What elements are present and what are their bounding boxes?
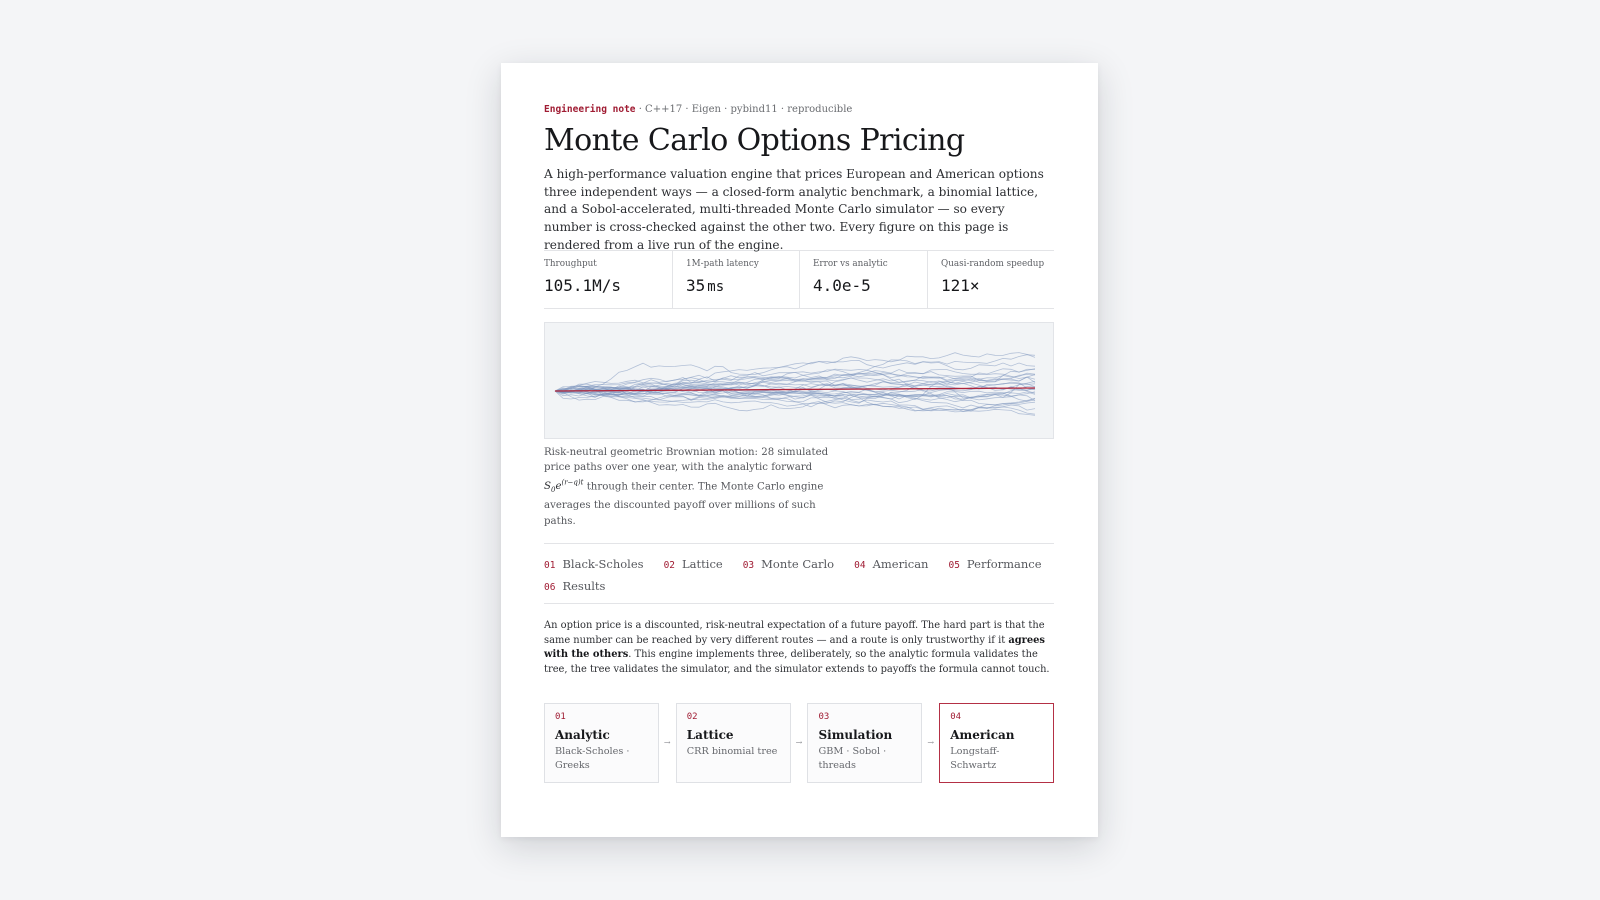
step-desc: CRR binomial tree bbox=[686, 745, 778, 757]
stat-value bbox=[686, 276, 799, 295]
article-content bbox=[544, 103, 1054, 783]
nav-num: 01 bbox=[544, 559, 556, 571]
nav-item-lattice[interactable] bbox=[664, 557, 723, 571]
nav-label: Monte Carlo bbox=[761, 556, 835, 571]
stat-label: Quasi-random speedup bbox=[941, 259, 1045, 269]
stat-value bbox=[813, 276, 927, 295]
stat-error bbox=[799, 251, 927, 308]
arrow-right-icon: → bbox=[927, 738, 935, 748]
stat-value bbox=[941, 276, 1054, 295]
nav-label: Results bbox=[562, 578, 606, 593]
gbm-paths-chart bbox=[544, 322, 1054, 439]
section-nav bbox=[544, 543, 1054, 604]
kicker bbox=[544, 103, 1054, 117]
arrow-right-icon: → bbox=[663, 738, 671, 748]
step-title: Simulation bbox=[818, 727, 893, 742]
pipeline-step-lattice bbox=[676, 703, 791, 783]
stat-throughput bbox=[544, 251, 672, 308]
pipeline-step-analytic bbox=[544, 703, 659, 783]
step-number: 02 bbox=[686, 711, 698, 722]
arrow-right-icon: → bbox=[795, 738, 803, 748]
step-desc: Longstaff-Schwartz bbox=[950, 745, 1000, 772]
stat-number: 35 bbox=[686, 276, 706, 295]
forward-formula: $S_0e^{(r-q)t}$ bbox=[544, 478, 584, 495]
method-pipeline bbox=[544, 703, 1054, 783]
step-number: 04 bbox=[950, 711, 962, 722]
stat-unit: ms bbox=[707, 279, 725, 295]
page-title: Monte Carlo Options Pricing bbox=[544, 123, 965, 158]
intro-text-end: . This engine implements three, deliberately, so the analytic formula validates the tree, the tree validates the simulator, and the simulator extends to payoffs the formula cannot touch. bbox=[544, 649, 1050, 675]
stat-speedup bbox=[927, 251, 1054, 308]
pipeline-step-american bbox=[939, 703, 1054, 783]
intro-emphasis: agrees with the others bbox=[544, 634, 1045, 661]
nav-label: American bbox=[872, 556, 929, 571]
nav-item-results[interactable] bbox=[544, 579, 605, 593]
stat-value bbox=[544, 276, 672, 295]
pipeline-step-simulation bbox=[807, 703, 922, 783]
stat-label: Throughput bbox=[544, 259, 597, 269]
stat-number: 4.0e-5 bbox=[813, 276, 871, 295]
caption-text: Risk-neutral geometric Brownian motion: 28 simulated price paths over one year, with the analytic forward bbox=[544, 447, 829, 474]
nav-label: Black-Scholes bbox=[562, 556, 644, 571]
article-page bbox=[501, 63, 1098, 837]
nav-num: 02 bbox=[663, 559, 676, 571]
nav-num: 05 bbox=[948, 559, 960, 571]
nav-item-black-scholes[interactable] bbox=[544, 557, 644, 571]
step-number: 01 bbox=[555, 711, 566, 722]
step-desc: GBM · Sobol · threads bbox=[818, 745, 887, 772]
stat-number: 121× bbox=[941, 276, 980, 295]
stat-label: Error vs analytic bbox=[813, 259, 888, 269]
step-title: Lattice bbox=[686, 727, 734, 742]
step-title: Analytic bbox=[555, 727, 610, 742]
nav-num: 03 bbox=[742, 559, 755, 571]
intro-text: An option price is a discounted, risk-neutral expectation of a future payoff. The hard part is that the same number can be reached by very different routes — and a route is only trustworthy if it bbox=[544, 619, 1045, 646]
intro-paragraph bbox=[544, 619, 1054, 677]
step-number: 03 bbox=[818, 711, 830, 722]
gbm-paths-svg bbox=[545, 323, 1053, 438]
step-title: American bbox=[950, 727, 1015, 742]
nav-num: 04 bbox=[854, 559, 866, 571]
lede-paragraph: A high-performance valuation engine that prices European and American options three independent ways — a closed-form analytic benchmark, a binomial lattice, and a Sobol-accelerated, multi-threaded Monte Carlo simulator — so every number is cross-checked against the other two. Every figure on this page is rendered from a live run of the engine. bbox=[544, 167, 1044, 252]
nav-item-american[interactable] bbox=[854, 557, 928, 571]
nav-num: 06 bbox=[544, 581, 556, 593]
section-nav-row bbox=[544, 553, 1054, 575]
nav-item-monte-carlo[interactable] bbox=[743, 557, 834, 571]
nav-label: Lattice bbox=[682, 556, 723, 571]
stat-latency bbox=[672, 251, 799, 308]
stat-number: 105.1M/s bbox=[544, 276, 622, 295]
section-nav-row bbox=[544, 575, 1054, 597]
kicker-tag: Engineering note bbox=[544, 104, 636, 115]
stat-label: 1M-path latency bbox=[686, 259, 759, 269]
kicker-meta: · C++17 · Eigen · pybind11 · reproducible bbox=[635, 104, 853, 115]
nav-item-performance[interactable] bbox=[948, 557, 1041, 571]
nav-label: Performance bbox=[966, 556, 1042, 571]
caption-text-end: through their center. The Monte Carlo engine averages the discounted payoff over millions of such paths. bbox=[544, 480, 824, 527]
chart-caption bbox=[544, 445, 834, 529]
step-desc: Black-Scholes · Greeks bbox=[555, 745, 630, 772]
stats-row bbox=[544, 250, 1054, 309]
